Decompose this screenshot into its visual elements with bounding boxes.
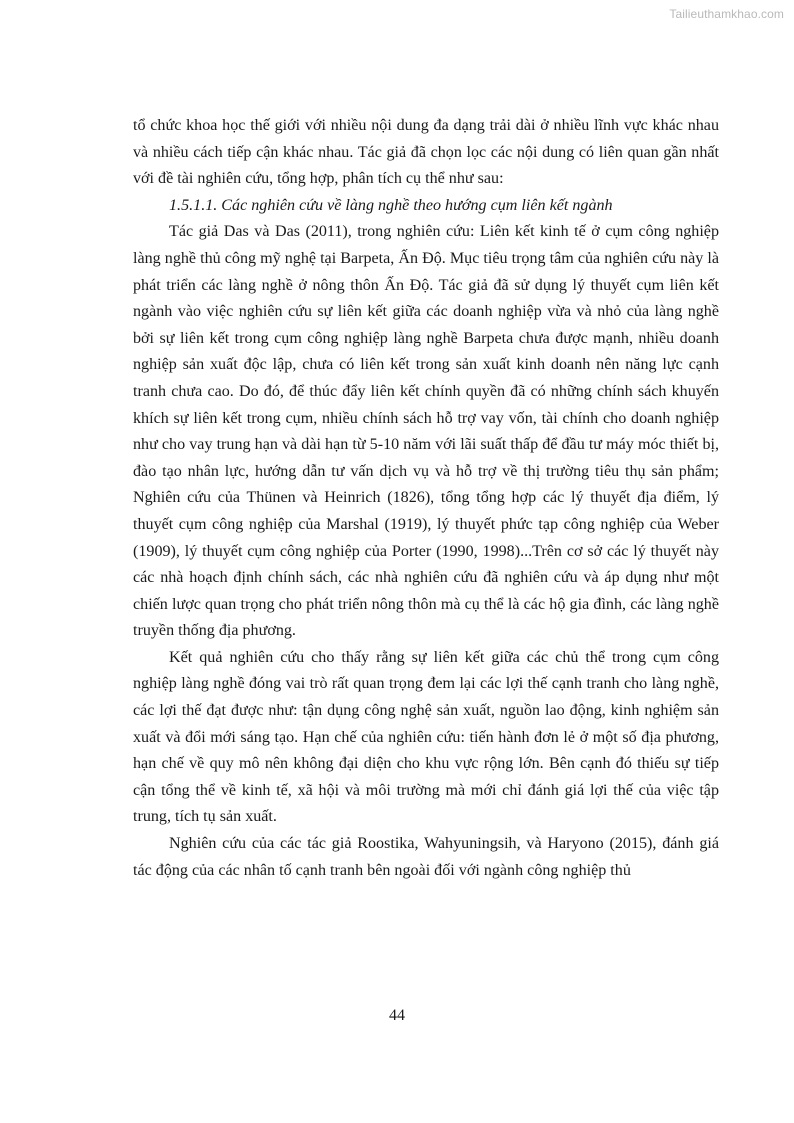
paragraph-das-study: Tác giả Das và Das (2011), trong nghiên cứu: Liên kết kinh tế ở cụm công nghiệp làng nghề thủ công mỹ nghệ tại Barpeta, Ấn Độ. Mục tiêu trọng tâm của nghiên cứu này là phát triển các làng nghề ở nông thôn Ấn Độ. Tác giả đã sử dụng lý thuyết cụm liên kết ngành vào việc nghiên cứu sự liên kết giữa các doanh nghiệp vừa và nhỏ của làng nghề bởi sự liên kết trong cụm công nghiệp làng nghề Barpeta chưa được mạnh, nhiều doanh nghiệp sản xuất độc lập, chưa có liên kết trong sản xuất kinh doanh nên năng lực cạnh tranh chưa cao. Do đó, để thúc đẩy liên kết chính quyền đã có những chính sách khuyến khích sự liên kết trong cụm, nhiều chính sách hỗ trợ vay vốn, tài chính cho doanh nghiệp như cho vay trung hạn và dài hạn từ 5-10 năm với lãi suất thấp để đầu tư máy móc thiết bị, đào tạo nhân lực, hướng dẫn tư vấn dịch vụ và hỗ trợ về thị trường tiêu thụ sản phẩm; Nghiên cứu của Thünen và Heinrich (1826), tổng tổng hợp các lý thuyết địa điểm, lý thuyết cụm công nghiệp của Marshal (1919), lý thuyết phức tạp công nghiệp của Weber (1909), lý thuyết cụm công nghiệp của Porter (1990, 1998)...Trên cơ sở các lý thuyết này các nhà hoạch định chính sách, các nhà nghiên cứu đã nghiên cứu và áp dụng như một chiến lược quan trọng cho phát triển nông thôn mà cụ thể là các hộ gia đình, các làng nghề truyền thống địa phương.: [133, 223, 719, 640]
section-heading: 1.5.1.1. Các nghiên cứu về làng nghề theo hướng cụm liên kết ngành: [169, 196, 613, 214]
page-number: 44: [389, 1007, 405, 1024]
paragraph-research-results: Kết quả nghiên cứu cho thấy rằng sự liên kết giữa các chủ thể trong cụm công nghiệp làng nghề đóng vai trò rất quan trọng đem lại các lợi thế cạnh tranh cho làng nghề, các lợi thế đạt được như: tận dụng công nghệ sản xuất, nguồn lao động, kinh nghiệm sản xuất và đổi mới sáng tạo. Hạn chế của nghiên cứu: tiến hành đơn lẻ ở một số địa phương, hạn chế về quy mô nên không đại diện cho khu vực rộng lớn. Bên cạnh đó thiếu sự tiếp cận tổng thể về kinh tế, xã hội và môi trường mà mới chỉ đánh giá lợi thế của việc tập trung, tích tụ sản xuất.: [133, 648, 719, 826]
paragraph-continued-intro: tổ chức khoa học thế giới với nhiều nội dung đa dạng trải dài ở nhiều lĩnh vực khác nhau và nhiều cách tiếp cận khác nhau. Tác giả đã chọn lọc các nội dung có liên quan gần nhất với đề tài nghiên cứu, tổng hợp, phân tích cụ thể như sau:: [133, 117, 719, 188]
paragraph-roostika-study: Nghiên cứu của các tác giả Roostika, Wahyuningsih, và Haryono (2015), đánh giá tác động của các nhân tố cạnh tranh bên ngoài đối với ngành công nghiệp thủ: [133, 835, 719, 879]
watermark-text: Tailieuthamkhao.com: [669, 7, 784, 21]
document-body: [133, 113, 719, 884]
